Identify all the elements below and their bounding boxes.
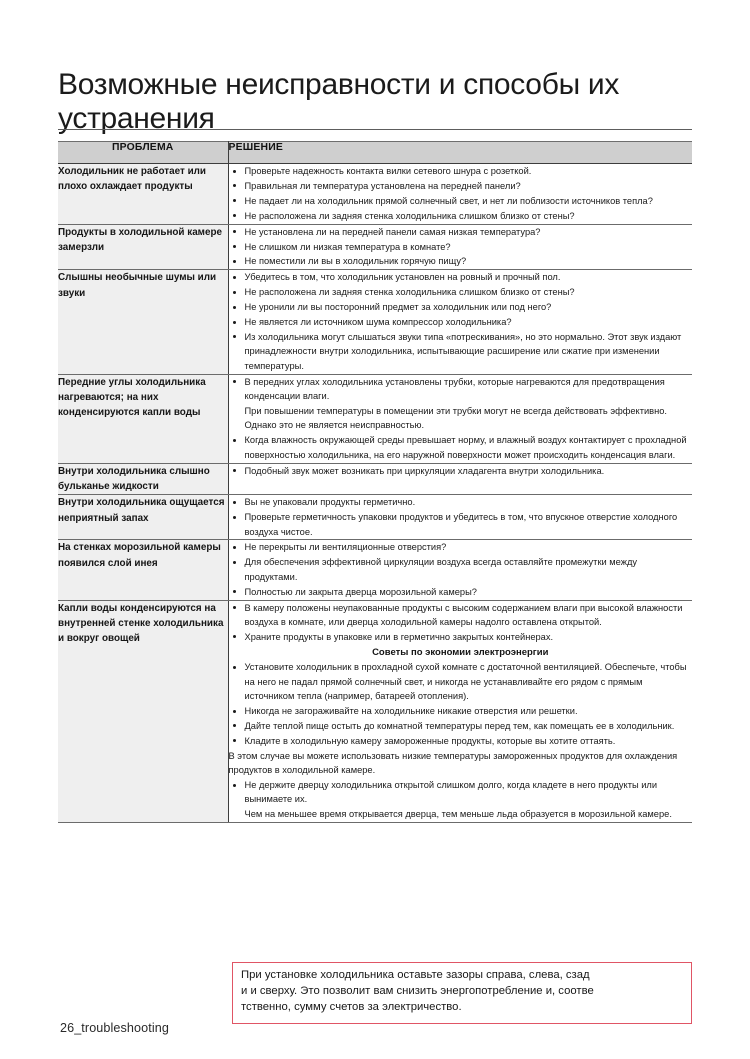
list-item: Из холодильника могут слышаться звуки типа «потрескивания», но это нормально. Этот звук издают принадлежности внутри холодильника, испытывающие расширение или сжатие при изменении температуры. — [229, 330, 693, 373]
list-item: При повышении температуры в помещении эти трубки могут не всегда действовать эффективно. Однако это не является неисправностью. — [244, 406, 667, 431]
callout-line-2: и и сверху. Это позволит вам снизить энергопотребление и, соотве — [241, 985, 594, 997]
list-item: Убедитесь в том, что холодильник установлен на ровный и прочный пол. — [229, 270, 693, 284]
list-item: Не перекрыты ли вентиляционные отверстия? — [229, 540, 693, 554]
list-item: Установите холодильник в прохладной сухой комнате с достаточной вентиляцией. Обеспечьте, чтобы на него не падал прямой солнечный свет, и никогда не устанавливайте его рядом с прямым источником тепла (например, батареей отопления). — [229, 660, 693, 703]
list-item: Правильная ли температура установлена на передней панели? — [229, 179, 693, 193]
column-header-solution: РЕШЕНИЕ — [228, 142, 692, 164]
solution-cell — [228, 495, 692, 540]
solution-cell — [228, 600, 692, 823]
list-item: Кладите в холодильную камеру замороженные продукты, которые вы хотите оттаять. — [229, 734, 693, 748]
solution-list — [229, 495, 693, 539]
list-item: Не расположена ли задняя стенка холодильника слишком близко от стены? — [229, 285, 693, 299]
note-text: Чем на меньшее время открывается дверца, тем меньше льда образуется в морозильной камере. — [244, 809, 672, 820]
list-item: Никогда не загораживайте на холодильнике никакие отверстия или решетки. — [229, 704, 693, 718]
problem-cell: Продукты в холодильной камере замерзли — [58, 224, 228, 270]
table-row — [58, 463, 692, 495]
callout-line-1: При установке холодильника оставьте зазоры справа, слева, сзад — [241, 969, 590, 981]
solution-list — [229, 601, 693, 822]
solution-list — [229, 540, 693, 599]
list-item: Дайте теплой пище остыть до комнатной температуры перед тем, как помещать ее в холодильник. — [229, 719, 693, 733]
solution-cell — [228, 164, 692, 225]
list-item: Для обеспечения эффективной циркуляции воздуха всегда оставляйте промежутки между продуктами. — [229, 555, 693, 584]
solution-cell — [228, 224, 692, 270]
table-row — [58, 600, 692, 823]
list-item: Храните продукты в упаковке или в герметично закрытых контейнерах. — [229, 630, 693, 644]
callout-line-3: тственно, сумму счетов за электричество. — [241, 1001, 462, 1013]
solution-list — [229, 225, 693, 269]
list-item: Проверьте надежность контакта вилки сетевого шнура с розеткой. — [229, 164, 693, 178]
page-footer: 26_troubleshooting — [60, 1021, 169, 1035]
list-item: Подобный звук может возникать при циркуляции хладагента внутри холодильника. — [229, 464, 693, 478]
list-item: Не слишком ли низкая температура в комнате? — [229, 240, 693, 254]
column-header-problem: ПРОБЛЕМА — [58, 142, 228, 164]
table-row — [58, 540, 692, 600]
list-item: Не падает ли на холодильник прямой солнечный свет, и нет ли поблизости источников тепла? — [229, 194, 693, 208]
list-item: Не установлена ли на передней панели самая низкая температура? — [229, 225, 693, 239]
energy-saving-subheading: Советы по экономии электроэнергии — [372, 646, 549, 658]
problem-cell: Передние углы холодильника нагреваются; на них конденсируются капли воды — [58, 374, 228, 463]
page-title: Возможные неисправности и способы их устранения — [58, 68, 620, 136]
list-item: В передних углах холодильника установлены трубки, которые нагреваются для предотвращения конденсации влаги. — [229, 375, 693, 404]
table-row — [58, 164, 692, 225]
table-row — [58, 374, 692, 463]
list-item: Когда влажность окружающей среды превышает норму, и влажный воздух контактирует с прохладной поверхностью холодильника, на его наружной поверхности может происходить конденсация влаги. — [229, 433, 693, 462]
problem-cell: Внутри холодильника ощущается неприятный запах — [58, 495, 228, 540]
solution-cell — [228, 270, 692, 374]
solution-cell — [228, 374, 692, 463]
solution-cell — [228, 463, 692, 495]
list-item: Не уронили ли вы посторонний предмет за холодильник или под него? — [229, 300, 693, 314]
list-item: В камеру положены неупакованные продукты с высоким содержанием влаги при высокой влажности воздуха в комнате, или дверца холодильной камеры надолго оставлена открытой. — [229, 601, 693, 630]
solution-list — [229, 464, 693, 478]
list-item: Проверьте герметичность упаковки продуктов и убедитесь в том, что впускное отверстие холодного воздуха чистое. — [229, 510, 693, 539]
table-header-row — [58, 142, 692, 164]
solution-list — [229, 270, 693, 373]
heading-divider — [58, 129, 692, 130]
table-row — [58, 270, 692, 374]
list-item: Не держите дверцу холодильника открытой слишком долго, когда кладете в него продукты или вынимаете их. — [229, 778, 693, 807]
list-item: Вы не упаковали продукты герметично. — [229, 495, 693, 509]
list-item: Не является ли источником шума компрессор холодильника? — [229, 315, 693, 329]
solution-list — [229, 164, 693, 223]
list-item: Не расположена ли задняя стенка холодильника слишком близко от стены? — [229, 209, 693, 223]
problem-cell: Слышны необычные шумы или звуки — [58, 270, 228, 374]
troubleshooting-table — [58, 141, 692, 823]
solution-cell — [228, 540, 692, 600]
energy-saving-callout — [232, 962, 692, 1024]
problem-cell: Холодильник не работает или плохо охлаждает продукты — [58, 164, 228, 225]
note-text: В этом случае вы можете использовать низкие температуры замороженных продуктов для охлаждения продуктов в холодильной камере. — [228, 750, 678, 776]
problem-cell: На стенках морозильной камеры появился слой инея — [58, 540, 228, 600]
list-item: Не поместили ли вы в холодильник горячую пищу? — [229, 254, 693, 268]
problem-cell: Капли воды конденсируются на внутренней стенке холодильника и вокруг овощей — [58, 600, 228, 823]
table-row — [58, 224, 692, 270]
list-item: Полностью ли закрыта дверца морозильной камеры? — [229, 585, 693, 599]
table-row — [58, 495, 692, 540]
problem-cell: Внутри холодильника слышно бульканье жидкости — [58, 463, 228, 495]
solution-list — [229, 375, 693, 462]
